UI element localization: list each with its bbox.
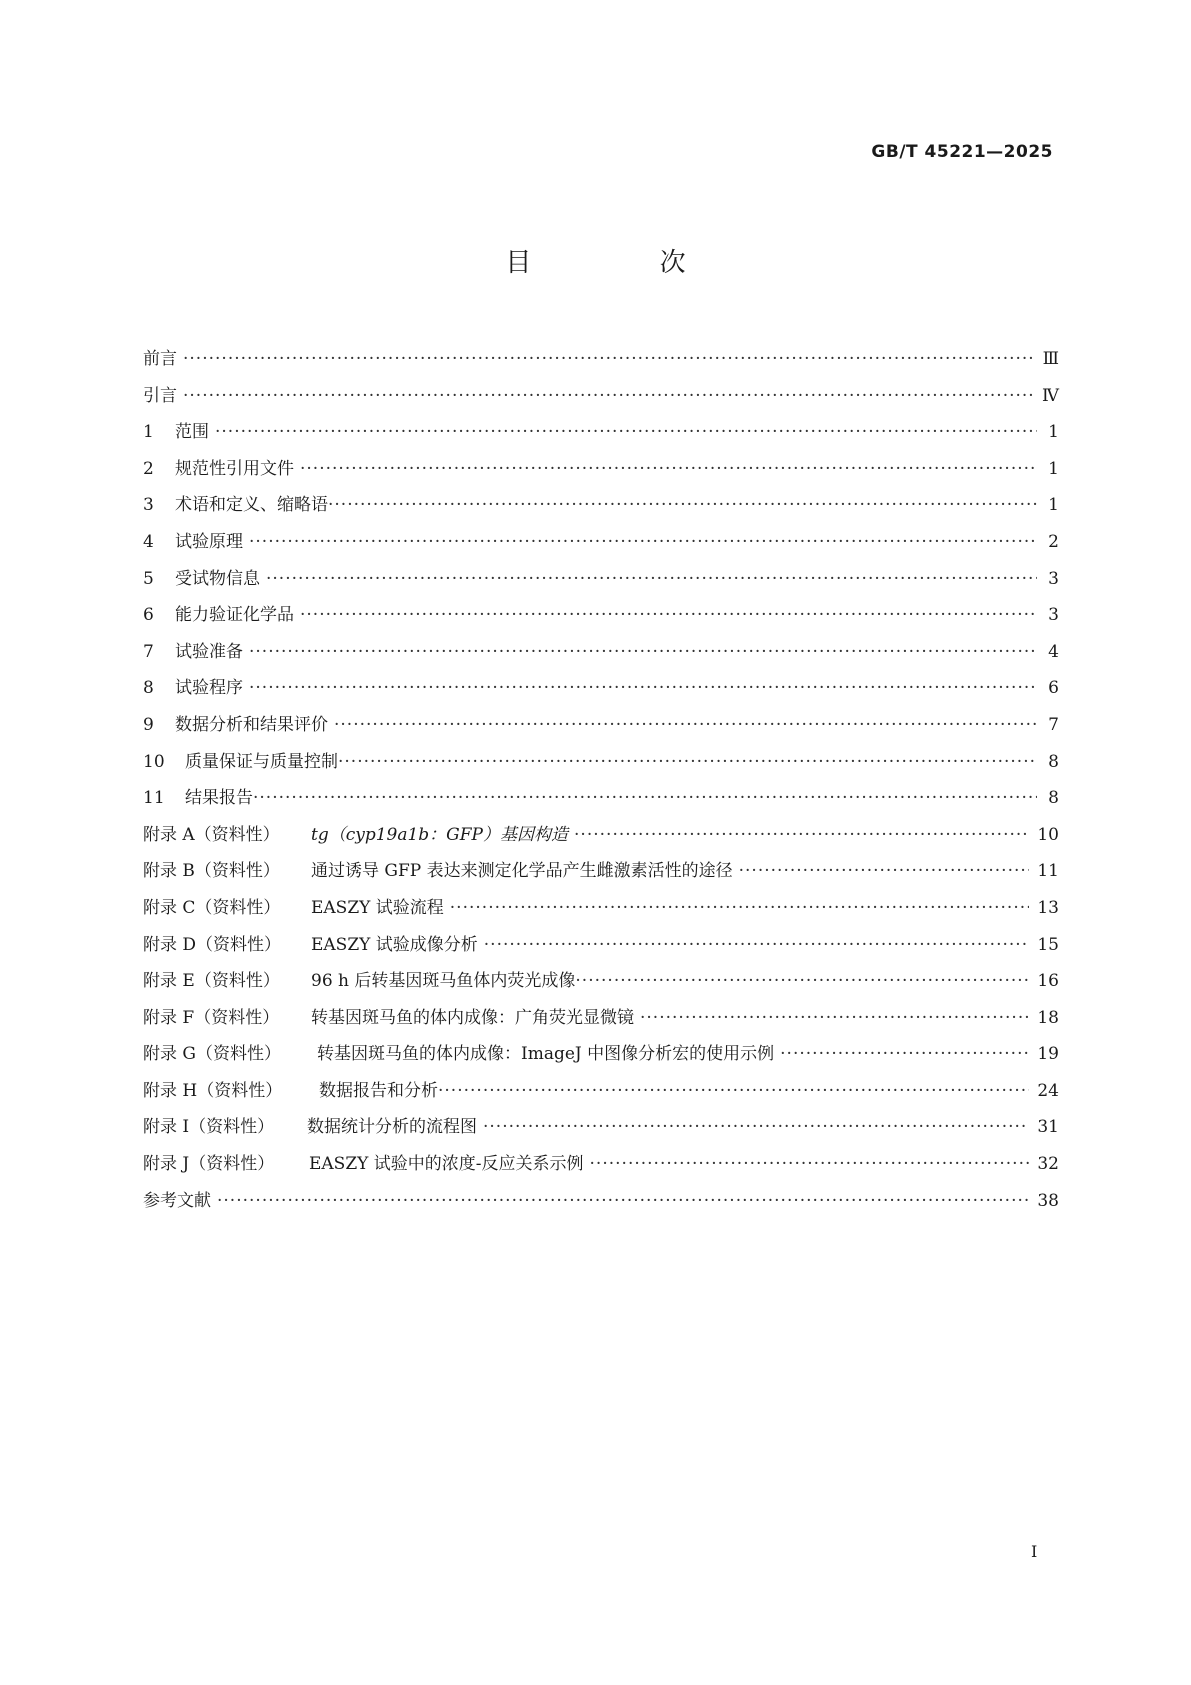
toc-entry-number: 6 — [143, 605, 154, 626]
toc-entry-number: 附录 F（资料性） — [143, 1007, 280, 1028]
toc-entry-number: 5 — [143, 568, 154, 589]
toc-entry-7 — [143, 634, 1059, 671]
dot-leader — [575, 963, 1029, 1000]
toc-entry-label: EASZY 试验成像分析 — [311, 934, 478, 955]
toc-entry-label: 术语和定义、缩略语 — [175, 495, 328, 516]
toc-entry-number: 附录 I（资料性） — [143, 1117, 275, 1138]
toc-entry-number: 9 — [143, 714, 154, 735]
toc-entry-label: tg（cyp19a1b：GFP）基因构造 — [311, 824, 569, 845]
dot-leader — [574, 817, 1029, 854]
toc-entry-page: 1 — [1048, 458, 1059, 479]
toc-entry-label: EASZY 试验流程 — [311, 897, 444, 918]
dot-leader — [450, 890, 1030, 927]
toc-entry-appendix-c — [143, 890, 1059, 927]
toc-entry-appendix-d — [143, 927, 1059, 964]
toc-entry-label: 能力验证化学品 — [175, 605, 294, 626]
dot-leader — [266, 561, 1037, 598]
dot-leader — [640, 1000, 1029, 1037]
toc-entry-page: 24 — [1037, 1080, 1059, 1101]
toc-entry-label: 数据报告和分析 — [319, 1080, 438, 1101]
toc-entry-number: 2 — [143, 458, 154, 479]
dot-leader — [590, 1146, 1030, 1183]
toc-entry-number: 附录 B（资料性） — [143, 861, 280, 882]
dot-leader — [780, 1036, 1029, 1073]
standard-code: GB/T 45221—2025 — [871, 142, 1053, 162]
toc-entry-label: 转基因斑马鱼的体内成像：ImageJ 中图像分析宏的使用示例 — [317, 1044, 775, 1065]
toc-entry-appendix-g — [143, 1036, 1059, 1073]
dot-leader — [249, 670, 1037, 707]
toc-entry-page: 1 — [1048, 422, 1059, 443]
dot-leader — [183, 341, 1035, 378]
dot-leader — [249, 634, 1037, 671]
table-of-contents — [143, 341, 1059, 1219]
dot-leader — [338, 744, 1037, 781]
toc-entry-page: 38 — [1037, 1190, 1059, 1211]
toc-entry-page: 18 — [1037, 1007, 1059, 1028]
toc-entry-number: 1 — [143, 422, 154, 443]
toc-entry-page: 8 — [1048, 788, 1059, 809]
toc-entry-page: 16 — [1037, 971, 1059, 992]
toc-entry-page: 3 — [1048, 605, 1059, 626]
toc-entry-page: Ⅳ — [1042, 385, 1059, 406]
toc-entry-references — [143, 1183, 1059, 1220]
toc-entry-appendix-i — [143, 1109, 1059, 1146]
toc-entry-label: 试验准备 — [175, 641, 243, 662]
toc-entry-label: 转基因斑马鱼的体内成像：广角荧光显微镜 — [311, 1007, 634, 1028]
toc-entry-appendix-a — [143, 817, 1059, 854]
toc-entry-page: 6 — [1048, 678, 1059, 699]
toc-entry-number: 附录 E（资料性） — [143, 971, 280, 992]
toc-entry-page: 11 — [1037, 861, 1059, 882]
toc-title: 目 次 — [505, 248, 746, 278]
toc-entry-appendix-j — [143, 1146, 1059, 1183]
dot-leader — [300, 451, 1037, 488]
dot-leader — [484, 927, 1030, 964]
toc-entry-label: 引言 — [143, 385, 177, 406]
toc-entry-10 — [143, 744, 1059, 781]
toc-entry-label: 参考文献 — [143, 1190, 211, 1211]
toc-entry-number: 附录 A（资料性） — [143, 824, 280, 845]
toc-entry-2 — [143, 451, 1059, 488]
toc-entry-page: 7 — [1048, 714, 1059, 735]
toc-entry-11 — [143, 780, 1059, 817]
toc-entry-page: 32 — [1037, 1154, 1059, 1175]
dot-leader — [739, 853, 1030, 890]
toc-entry-page: 2 — [1048, 531, 1059, 552]
toc-entry-page: 1 — [1048, 495, 1059, 516]
dot-leader — [438, 1073, 1029, 1110]
toc-entry-4 — [143, 524, 1059, 561]
toc-entry-appendix-e — [143, 963, 1059, 1000]
toc-entry-number: 附录 D（资料性） — [143, 934, 282, 955]
toc-entry-number: 附录 H（资料性） — [143, 1080, 283, 1101]
toc-entry-label: 96 h 后转基因斑马鱼体内荧光成像 — [311, 971, 576, 992]
toc-entry-3 — [143, 487, 1059, 524]
toc-entry-number: 11 — [143, 788, 165, 809]
toc-entry-9 — [143, 707, 1059, 744]
toc-entry-number: 7 — [143, 641, 154, 662]
toc-entry-5 — [143, 561, 1059, 598]
dot-leader — [253, 780, 1037, 817]
toc-entry-label: 结果报告 — [185, 788, 253, 809]
toc-entry-label: 质量保证与质量控制 — [185, 751, 338, 772]
toc-entry-page: 10 — [1037, 824, 1059, 845]
toc-entry-appendix-f — [143, 1000, 1059, 1037]
toc-entry-label: 数据分析和结果评价 — [175, 714, 328, 735]
toc-entry-foreword — [143, 341, 1059, 378]
toc-entry-page: 4 — [1048, 641, 1059, 662]
toc-entry-introduction — [143, 378, 1059, 415]
toc-entry-page: 3 — [1048, 568, 1059, 589]
toc-entry-label: EASZY 试验中的浓度-反应关系示例 — [309, 1154, 584, 1175]
toc-entry-label: 试验原理 — [175, 531, 243, 552]
toc-entry-8 — [143, 670, 1059, 707]
dot-leader — [249, 524, 1037, 561]
toc-entry-number: 附录 C（资料性） — [143, 897, 281, 918]
toc-entry-page: Ⅲ — [1042, 349, 1059, 369]
dot-leader — [328, 487, 1037, 524]
toc-entry-number: 10 — [143, 751, 165, 772]
toc-entry-6 — [143, 597, 1059, 634]
toc-entry-label: 范围 — [175, 422, 209, 443]
toc-entry-label: 前言 — [143, 349, 177, 369]
toc-entry-appendix-b — [143, 853, 1059, 890]
toc-entry-page: 13 — [1037, 897, 1059, 918]
toc-entry-page: 19 — [1037, 1044, 1059, 1065]
toc-entry-number: 附录 G（资料性） — [143, 1044, 281, 1065]
toc-entry-number: 4 — [143, 531, 154, 552]
toc-entry-label: 数据统计分析的流程图 — [307, 1117, 477, 1138]
dot-leader — [483, 1109, 1029, 1146]
toc-entry-label: 通过诱导 GFP 表达来测定化学品产生雌激素活性的途径 — [311, 861, 733, 882]
page-number: I — [1031, 1542, 1038, 1561]
dot-leader — [334, 707, 1037, 744]
toc-entry-appendix-h — [143, 1073, 1059, 1110]
toc-entry-page: 15 — [1037, 934, 1059, 955]
toc-entry-number: 8 — [143, 678, 154, 699]
dot-leader — [217, 1183, 1029, 1220]
toc-entry-page: 31 — [1037, 1117, 1059, 1138]
toc-entry-label: 试验程序 — [175, 678, 243, 699]
dot-leader — [300, 597, 1037, 634]
toc-entry-1 — [143, 414, 1059, 451]
toc-entry-label: 受试物信息 — [175, 568, 260, 589]
dot-leader — [215, 414, 1037, 451]
toc-entry-number: 附录 J（资料性） — [143, 1154, 275, 1175]
toc-entry-number: 3 — [143, 495, 154, 516]
toc-entry-label: 规范性引用文件 — [175, 458, 294, 479]
toc-entry-page: 8 — [1048, 751, 1059, 772]
dot-leader — [183, 378, 1034, 415]
